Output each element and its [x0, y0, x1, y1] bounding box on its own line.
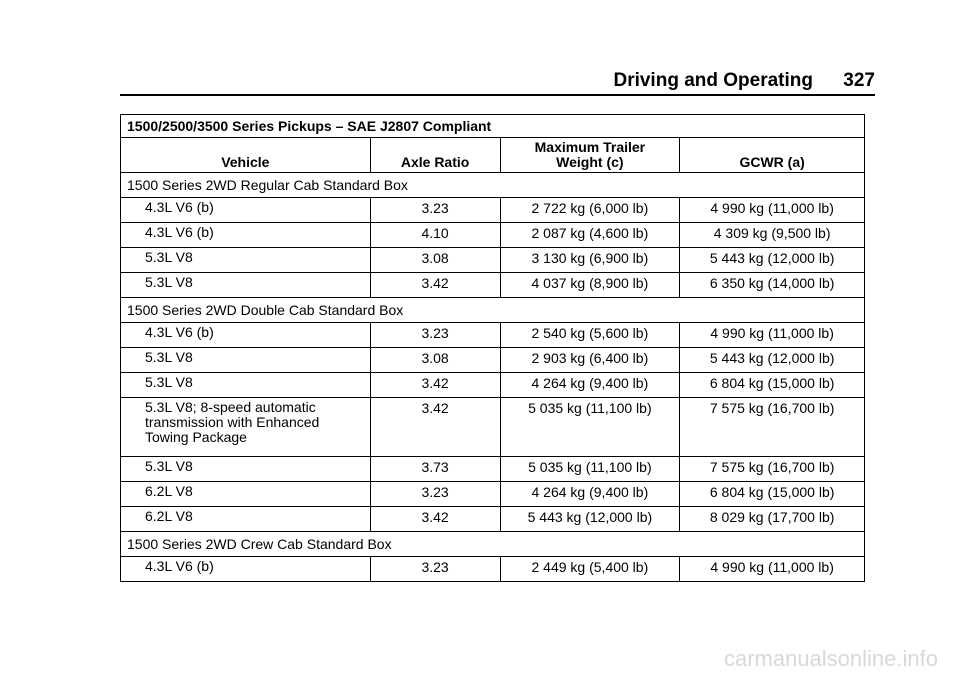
table-row — [121, 323, 865, 348]
cell-max-trailer-weight: 5 035 kg (11,100 lb) — [500, 398, 680, 457]
cell-max-trailer-weight: 5 443 kg (12,000 lb) — [500, 507, 680, 532]
page-number: 327 — [843, 70, 875, 91]
cell-axle-ratio: 4.10 — [370, 223, 500, 248]
cell-gcwr: 6 804 kg (15,000 lb) — [680, 482, 865, 507]
table-row — [121, 507, 865, 532]
cell-gcwr: 7 575 kg (16,700 lb) — [680, 457, 865, 482]
cell-vehicle: 5.3L V8 — [121, 373, 371, 398]
cell-max-trailer-weight: 4 264 kg (9,400 lb) — [500, 373, 680, 398]
cell-vehicle: 4.3L V6 (b) — [121, 198, 371, 223]
page-header — [120, 62, 875, 96]
column-header-axle-ratio: Axle Ratio — [370, 138, 500, 173]
cell-gcwr: 6 804 kg (15,000 lb) — [680, 373, 865, 398]
column-header-gcwr: GCWR (a) — [680, 138, 865, 173]
section-title: Driving and Operating — [613, 70, 813, 91]
cell-axle-ratio: 3.23 — [370, 482, 500, 507]
table-row — [121, 457, 865, 482]
cell-max-trailer-weight: 2 087 kg (4,600 lb) — [500, 223, 680, 248]
table-caption: 1500/2500/3500 Series Pickups – SAE J2807 Compliant — [120, 114, 865, 137]
cell-axle-ratio: 3.23 — [370, 323, 500, 348]
cell-axle-ratio: 3.23 — [370, 198, 500, 223]
group-title: 1500 Series 2WD Regular Cab Standard Box — [121, 173, 865, 198]
table-row — [121, 557, 865, 582]
table-row — [121, 273, 865, 298]
table-row — [121, 248, 865, 273]
cell-vehicle: 4.3L V6 (b) — [121, 323, 371, 348]
cell-axle-ratio: 3.08 — [370, 348, 500, 373]
table-row — [121, 482, 865, 507]
cell-max-trailer-weight: 2 722 kg (6,000 lb) — [500, 198, 680, 223]
cell-max-trailer-weight: 3 130 kg (6,900 lb) — [500, 248, 680, 273]
cell-vehicle: 5.3L V8 — [121, 457, 371, 482]
towing-spec-table — [120, 114, 865, 582]
cell-axle-ratio: 3.42 — [370, 373, 500, 398]
cell-vehicle: 5.3L V8; 8-speed automatic transmission with Enhanced Towing Package — [121, 398, 371, 457]
cell-axle-ratio: 3.42 — [370, 273, 500, 298]
cell-max-trailer-weight: 2 449 kg (5,400 lb) — [500, 557, 680, 582]
cell-max-trailer-weight: 2 903 kg (6,400 lb) — [500, 348, 680, 373]
cell-max-trailer-weight: 4 037 kg (8,900 lb) — [500, 273, 680, 298]
table-row — [121, 398, 865, 457]
table-group-row — [121, 173, 865, 198]
cell-axle-ratio: 3.42 — [370, 507, 500, 532]
cell-vehicle: 6.2L V8 — [121, 482, 371, 507]
column-header-max-trailer-weight: Maximum Trailer Weight (c) — [500, 138, 680, 173]
cell-vehicle: 4.3L V6 (b) — [121, 223, 371, 248]
cell-max-trailer-weight: 5 035 kg (11,100 lb) — [500, 457, 680, 482]
cell-gcwr: 4 309 kg (9,500 lb) — [680, 223, 865, 248]
cell-vehicle: 6.2L V8 — [121, 507, 371, 532]
cell-gcwr: 4 990 kg (11,000 lb) — [680, 323, 865, 348]
column-header-vehicle: Vehicle — [121, 138, 371, 173]
table-row — [121, 348, 865, 373]
table-group-row — [121, 532, 865, 557]
cell-gcwr: 8 029 kg (17,700 lb) — [680, 507, 865, 532]
table-row — [121, 198, 865, 223]
cell-axle-ratio: 3.08 — [370, 248, 500, 273]
group-title: 1500 Series 2WD Double Cab Standard Box — [121, 298, 865, 323]
cell-gcwr: 4 990 kg (11,000 lb) — [680, 557, 865, 582]
cell-max-trailer-weight: 4 264 kg (9,400 lb) — [500, 482, 680, 507]
cell-vehicle: 5.3L V8 — [121, 348, 371, 373]
cell-axle-ratio: 3.73 — [370, 457, 500, 482]
cell-gcwr: 4 990 kg (11,000 lb) — [680, 198, 865, 223]
cell-vehicle: 5.3L V8 — [121, 273, 371, 298]
group-title: 1500 Series 2WD Crew Cab Standard Box — [121, 532, 865, 557]
watermark: carmanualsonline.info — [723, 646, 938, 671]
cell-gcwr: 5 443 kg (12,000 lb) — [680, 348, 865, 373]
table-row — [121, 373, 865, 398]
table-header-row — [121, 138, 865, 173]
cell-vehicle: 5.3L V8 — [121, 248, 371, 273]
cell-gcwr: 5 443 kg (12,000 lb) — [680, 248, 865, 273]
table-group-row — [121, 298, 865, 323]
table-row — [121, 223, 865, 248]
cell-vehicle: 4.3L V6 (b) — [121, 557, 371, 582]
cell-gcwr: 6 350 kg (14,000 lb) — [680, 273, 865, 298]
cell-max-trailer-weight: 2 540 kg (5,600 lb) — [500, 323, 680, 348]
cell-gcwr: 7 575 kg (16,700 lb) — [680, 398, 865, 457]
cell-axle-ratio: 3.23 — [370, 557, 500, 582]
cell-axle-ratio: 3.42 — [370, 398, 500, 457]
